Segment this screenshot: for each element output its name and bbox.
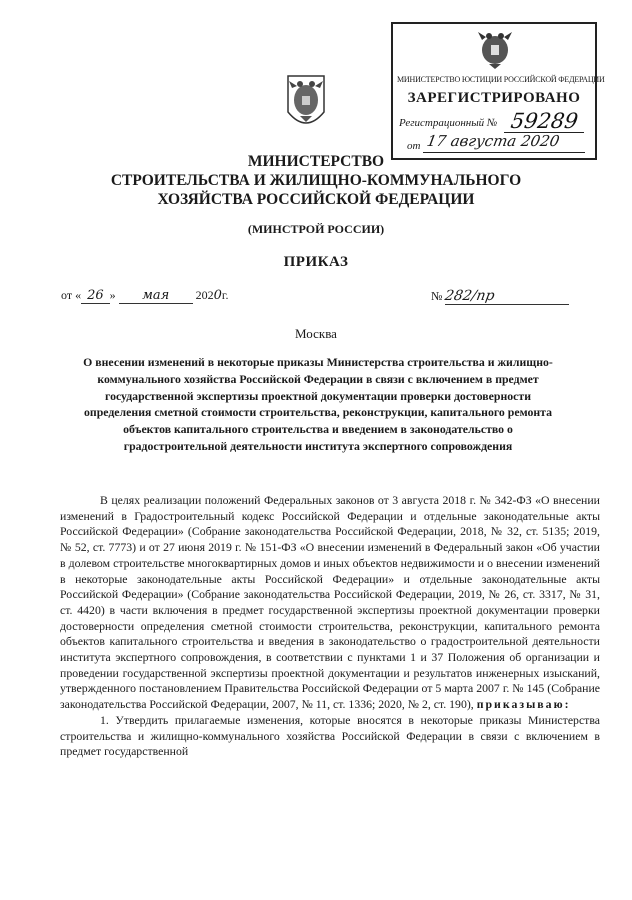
- stamp-registered: ЗАРЕГИСТРИРОВАНО: [407, 90, 581, 106]
- coat-of-arms-icon: [284, 72, 328, 136]
- stamp-ministry: МИНИСТЕРСТВО ЮСТИЦИИ РОССИЙСКОЙ ФЕДЕРАЦИИ: [397, 75, 605, 84]
- order-body: [60, 493, 600, 760]
- city: Москва: [295, 326, 337, 341]
- order-title: ПРИКАЗ: [283, 254, 349, 270]
- number-prefix: №: [431, 289, 443, 303]
- date-day: 26: [81, 288, 110, 304]
- order-subject: О внесении изменений в некоторые приказы Министерства строительства и жилищно-коммунального хозяйства Российской Федерации в связи с включением в предмет государственной экспертизы проектной документации проверки достоверности определения сметной стоимости строительства, реконструкции, капитального ремонта объектов капитального строительства и введением в законодательство о градостроительной деятельности института экспертного сопровождения: [83, 355, 553, 453]
- stamp-date-value: 17 августа 2020: [425, 132, 561, 150]
- ministry-line: МИНИСТЕРСТВО: [247, 153, 385, 170]
- date-year-end: г.: [221, 288, 229, 302]
- date-month: мая: [119, 288, 193, 304]
- number-value: 282/пр: [444, 288, 497, 304]
- date-year-prefix: 202: [195, 288, 214, 302]
- date-year-suffix: 0: [213, 288, 222, 303]
- date-mid: »: [109, 288, 116, 302]
- stamp-date-prefix: от: [407, 140, 421, 152]
- registration-stamp: [391, 22, 605, 160]
- date-prefix: от «: [61, 288, 82, 302]
- paragraph-text: В целях реализации положений Федеральных законов от 3 августа 2018 г. № 342-ФЗ «О внесении изменений в Градостроительный кодекс Российской Федерации и отдельные законодательные акты Российской Федерации» (Собрание законодательства Российской Федерации, 2018, № 32, ст. 5135; 2019, № 52, ст. 7773) и от 27 июня 2019 г. № 151-ФЗ «О внесении изменений в Федеральный закон «Об участии в долевом строительстве многоквартирных домов и иных объектов недвижимости и о внесении изменений в некоторые законодательные акты Российской Федерации» и отдельные законодательные акты Российской Федерации» (Собрание законодательства Российской Федерации, 2019, № 26, ст. 3317, № 31, ст. 4420) в части включения в предмет государственной экспертизы проектной документации проверки достоверности определения сметной стоимости строительства, реконструкции, капитального ремонта объектов капитального строительства и введения в законодательство о градостроительной деятельности института экспертного сопровождения, в соответствии с пунктами 1 и 37 Положения об организации и проведении государственной экспертизы проектной документации и результатов инженерных изысканий, утвержденного постановлением Правительства Российской Федерации от 5 марта 2007 г. № 145 (Собрание законодательства Российской Федерации, 2007, № 11, ст. 1336; 2020, № 2, ст. 190),: [60, 493, 600, 712]
- stamp-regno-label: Регистрационный №: [399, 117, 498, 129]
- order-date: [61, 288, 229, 304]
- ministry-short-name: (МИНСТРОЙ РОССИИ): [247, 222, 385, 236]
- order-word: приказываю:: [476, 697, 571, 712]
- body-paragraph: [60, 493, 600, 713]
- stamp-regno-value: 59289: [509, 109, 580, 133]
- ministry-name: [50, 152, 582, 209]
- eagle-emblem-icon: [477, 30, 513, 70]
- ministry-line: СТРОИТЕЛЬСТВА И ЖИЛИЩНО-КОММУНАЛЬНОГО: [110, 172, 522, 189]
- order-number: [431, 288, 569, 305]
- body-paragraph: 1. Утвердить прилагаемые изменения, которые вносятся в некоторые приказы Министерства строительства и жилищно-коммунального хозяйства Российской Федерации в связи с включением в предмет государственной: [60, 712, 600, 759]
- ministry-line: ХОЗЯЙСТВА РОССИЙСКОЙ ФЕДЕРАЦИИ: [157, 191, 475, 208]
